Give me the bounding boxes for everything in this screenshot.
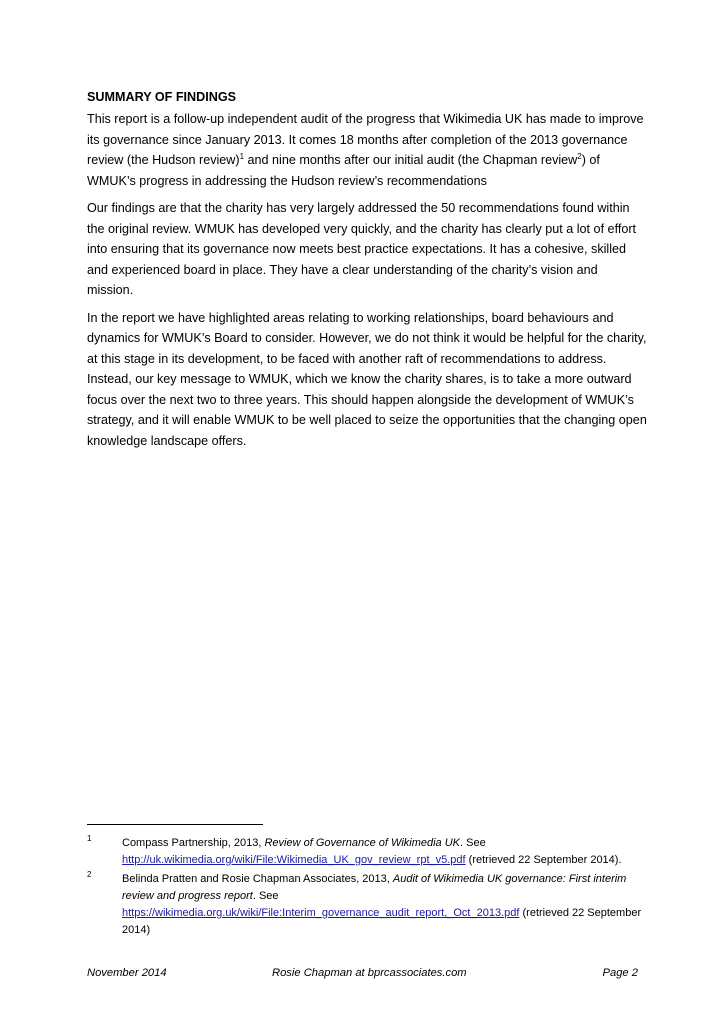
footnote-title: Audit of Wikimedia UK governance: First interim review and progress report [122,873,627,902]
paragraph-key-message: In the report we have highlighted areas relating to working relationships, board behaviours and dynamics for WMUK’s Board to consider. However, we do not think it would be helpful for the charity, at this stage in its development, to be faced with another raft of recommendations to address. Instead, our key message to WMUK, which we know the charity shares, is to take a more outward focus over the next two to three years. This should happen alongside the development of WMUK’s strategy, and it will enable WMUK to be well placed to seize the opportunities that the changing open knowledge landscape offers. [87,310,647,448]
footnote-text: Compass Partnership, 2013, [122,837,265,849]
footnote-ref-1[interactable]: 1 [239,151,245,161]
footnote-number: 2 [87,870,92,879]
paragraph-intro [87,109,647,191]
footnote-text: (retrieved 22 September 2014) [122,907,642,936]
footer-author: Rosie Chapman at bprcassociates.com [272,967,467,979]
footer-page-number: Page 2 [602,967,638,979]
footnote-text: . See [252,890,279,902]
footnotes-section [87,824,647,941]
section-heading: SUMMARY OF FINDINGS [87,90,237,104]
footnote-number: 1 [87,834,92,843]
paragraph-findings: Our findings are that the charity has very largely addressed the 50 recommendations found within the original review. WMUK has developed very quickly, and the charity has clearly put a lot of effort into ensuring that its governance now meets best practice expectations. It has a cohesive, skilled and experienced board in place. They have a clear understanding of the charity’s vision and mission. [87,201,637,297]
footnote-2 [87,871,647,939]
footnote-text: . See [460,837,486,849]
paragraph-intro-text-c: ) of WMUK’s progress in addressing the Hudson review’s recommendations [87,153,600,188]
page-footer [87,967,638,983]
footnote-ref-2[interactable]: 2 [577,151,582,161]
footnote-title: Review of Governance of Wikimedia UK [264,837,461,849]
main-content [87,89,647,458]
footnote-link[interactable]: http://uk.wikimedia.org/wiki/File:Wikimedia_UK_gov_review_rpt_v5.pdf [122,854,466,866]
paragraph-intro-text-b: and nine months after our initial audit (the Chapman review [244,153,578,167]
footnote-1 [87,835,647,869]
footnote-text: Belinda Pratten and Rosie Chapman Associates, 2013, [122,873,393,885]
paragraph-intro-text-a: This report is a follow-up independent audit of the progress that Wikimedia UK has made to improve its governance since January 2013. It comes 18 months after completion of the 2013 governance review (the Hudson review) [87,112,644,167]
footnote-separator [87,824,263,825]
footnote-text: (retrieved 22 September 2014). [465,854,622,866]
footnote-link[interactable]: https://wikimedia.org.uk/wiki/File:Interim_governance_audit_report,_Oct_2013.pdf [122,907,520,919]
footer-date: November 2014 [87,967,167,979]
